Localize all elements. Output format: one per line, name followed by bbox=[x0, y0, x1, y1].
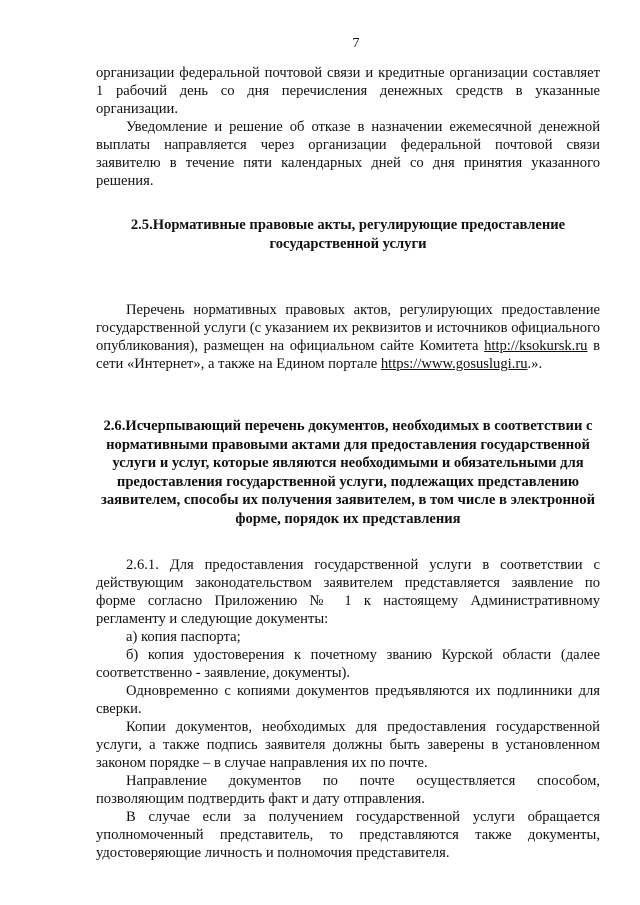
list-item-a: а) копия паспорта; bbox=[126, 629, 241, 645]
paragraph-copies: Копии документов, необходимых для предоставления государственной услуги, а также подпись заявителя должны быть заверены в установленном законом порядке – в случае направления их по почте. bbox=[96, 719, 600, 771]
paragraph-postal-terms: организации федеральной почтовой связи и кредитные организации составляет 1 рабочий день со дня перечисления денежных средств в указанные организации. bbox=[96, 65, 600, 117]
paragraph-2-6-1: 2.6.1. Для предоставления государственной услуги в соответствии с действующим законодательством заявителем представляется заявление по форме согласно Приложению № 1 к настоящему Административному регламенту и следующие документы: bbox=[96, 557, 600, 627]
paragraph-mail: Направление документов по почте осуществляется способом, позволяющим подтвердить факт и дату отправления. bbox=[96, 773, 600, 807]
list-item-b: б) копия удостоверения к почетному званию Курской области (далее соответственно - заявление, документы). bbox=[96, 647, 600, 681]
page-number: 7 bbox=[352, 36, 360, 51]
legal-acts-text-after: .». bbox=[527, 356, 543, 372]
paragraph-originals: Одновременно с копиями документов предъявляются их подлинники для сверки. bbox=[96, 683, 600, 717]
paragraph-refusal-notice: Уведомление и решение об отказе в назначении ежемесячной денежной выплаты направляется через организации федеральной почтовой связи заявителю в течение пяти календарных дней со дня принятия указанного решения. bbox=[96, 119, 600, 189]
paragraph-legal-acts bbox=[96, 301, 600, 373]
legal-acts-text-before: Перечень нормативных правовых актов, регулирующих предоставление государственной услуги (с указанием их реквизитов и источников официального опубликования), размещен на официальном сайте Комитета bbox=[96, 302, 600, 354]
ksokursk-link[interactable]: http://ksokursk.ru bbox=[484, 338, 588, 354]
section-heading-2-5: 2.5.Нормативные правовые акты, регулирующие предоставление государственной услуги bbox=[130, 217, 566, 252]
paragraph-representative: В случае если за получением государственной услуги обращается уполномоченный представитель, то представляются также документы, удостоверяющие личность и полномочия представителя. bbox=[96, 809, 600, 861]
legal-acts-text-middle: в сети «Интернет», а также на Едином портале bbox=[96, 338, 600, 372]
gosuslugi-link[interactable]: https://www.gosuslugi.ru bbox=[380, 356, 528, 372]
section-heading-2-6: 2.6.Исчерпывающий перечень документов, необходимых в соответствии с нормативными правовыми актами для предоставления государственной услуги и услуг, которые являются необходимыми и обязательными для предоставления государственной услуги, подлежащих представлению заявителем, способы их получения заявителем, в том числе в электронной форме, порядок их представления bbox=[101, 418, 595, 527]
